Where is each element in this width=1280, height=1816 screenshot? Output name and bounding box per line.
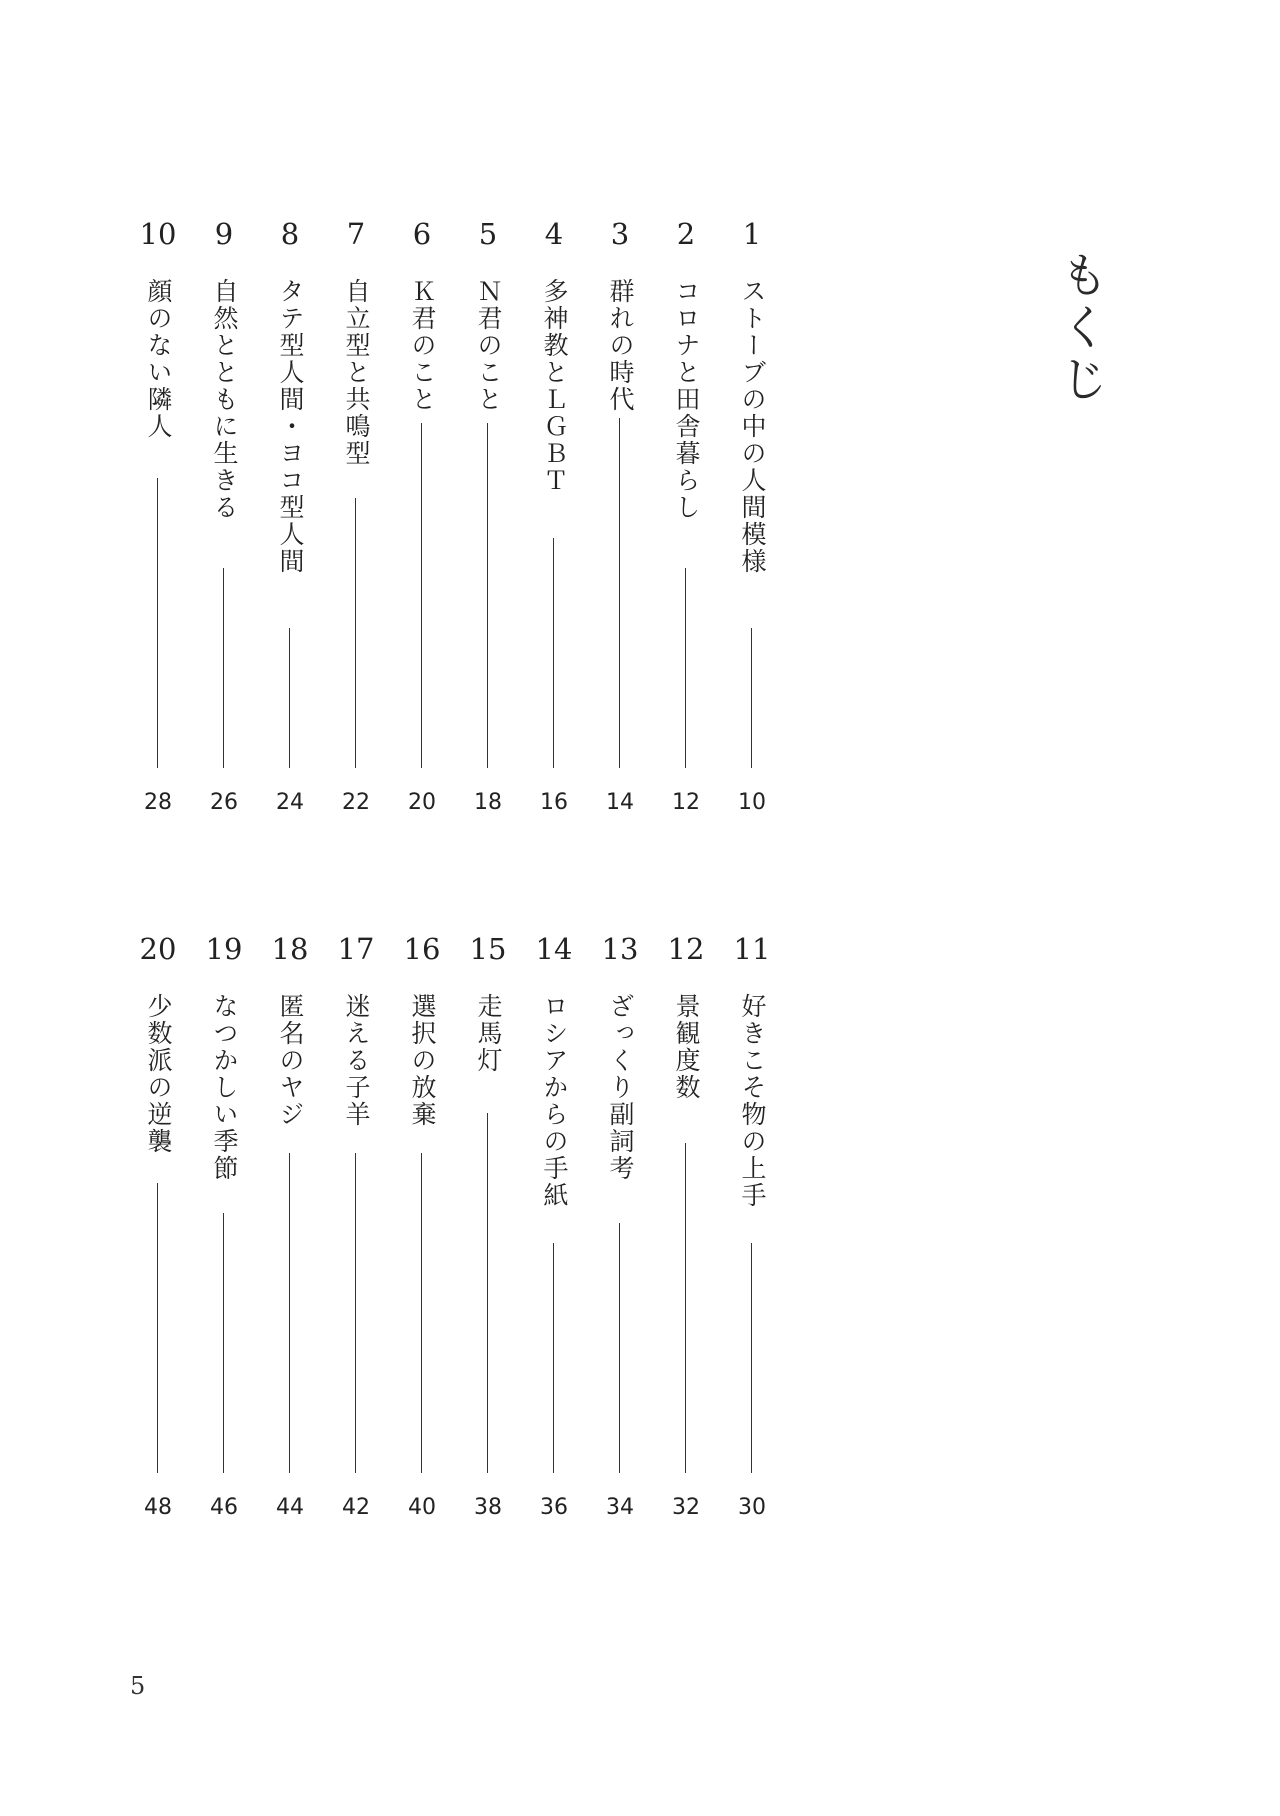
leader-line (289, 628, 290, 768)
entry-page-number: 36 (540, 1495, 568, 1520)
entry-page-number: 14 (606, 790, 634, 815)
entry-number: 11 (733, 932, 771, 966)
entry-number: 3 (610, 217, 630, 251)
leader-line (751, 1243, 752, 1473)
toc-entry[interactable] (656, 217, 716, 820)
leader-line (619, 418, 620, 768)
entry-page-number: 48 (144, 1495, 172, 1520)
toc-entry[interactable] (590, 217, 650, 820)
entry-number: 14 (535, 932, 573, 966)
leader-line (685, 568, 686, 768)
page-number: 5 (130, 1672, 146, 1700)
toc-entry[interactable] (128, 217, 188, 820)
leader-line (553, 1243, 554, 1473)
entry-title: Ｋ君のこと (408, 278, 437, 413)
toc-entry[interactable] (326, 217, 386, 820)
leader-line (487, 423, 488, 768)
entry-page-number: 18 (474, 790, 502, 815)
entry-title: 自然とともに生きる (210, 278, 239, 521)
entry-title: コロナと田舎暮らし (672, 278, 701, 521)
entry-page-number: 16 (540, 790, 568, 815)
entry-page-number: 26 (210, 790, 238, 815)
entry-number: 15 (469, 932, 507, 966)
entry-number: 18 (271, 932, 309, 966)
leader-line (421, 423, 422, 768)
leader-line (553, 538, 554, 768)
toc-entry[interactable] (458, 932, 518, 1525)
entry-page-number: 44 (276, 1495, 304, 1520)
entry-title: 多神教とＬＧＢＴ (540, 278, 569, 494)
entry-page-number: 28 (144, 790, 172, 815)
entry-title: ざっくり副詞考 (606, 993, 635, 1182)
entry-page-number: 42 (342, 1495, 370, 1520)
leader-line (157, 1183, 158, 1473)
toc-entry[interactable] (392, 932, 452, 1525)
entry-page-number: 12 (672, 790, 700, 815)
entry-page-number: 30 (738, 1495, 766, 1520)
entry-number: 8 (280, 217, 300, 251)
leader-line (487, 1113, 488, 1473)
entry-title: 走馬灯 (474, 993, 503, 1074)
toc-entry[interactable] (392, 217, 452, 820)
entry-title: 顔のない隣人 (144, 278, 173, 440)
entry-page-number: 46 (210, 1495, 238, 1520)
leader-line (619, 1223, 620, 1473)
entry-page-number: 38 (474, 1495, 502, 1520)
leader-line (157, 478, 158, 768)
entry-title: ストーブの中の人間模様 (738, 278, 767, 575)
entry-number: 5 (478, 217, 498, 251)
entry-title: タテ型人間・ヨコ型人間 (276, 278, 305, 575)
entry-title: なつかしい季節 (210, 993, 239, 1182)
entry-title: 匿名のヤジ (276, 993, 305, 1128)
entry-number: 19 (205, 932, 243, 966)
toc-entry[interactable] (194, 932, 254, 1525)
toc-entry[interactable] (458, 217, 518, 820)
leader-line (685, 1143, 686, 1473)
entry-page-number: 24 (276, 790, 304, 815)
entry-number: 1 (742, 217, 762, 251)
toc-entry[interactable] (722, 217, 782, 820)
toc-entry[interactable] (722, 932, 782, 1525)
entry-number: 4 (544, 217, 564, 251)
page-title: もくじ (1052, 250, 1108, 406)
toc-entry[interactable] (128, 932, 188, 1525)
leader-line (289, 1153, 290, 1473)
entry-title: 少数派の逆襲 (144, 993, 173, 1155)
entry-number: 6 (412, 217, 432, 251)
entry-number: 16 (403, 932, 441, 966)
toc-section-2 (0, 932, 1280, 1525)
entry-number: 20 (139, 932, 177, 966)
toc-entry[interactable] (656, 932, 716, 1525)
toc-section-1 (0, 217, 1280, 820)
entry-number: 12 (667, 932, 705, 966)
entry-number: 10 (139, 217, 177, 251)
entry-number: 2 (676, 217, 696, 251)
toc-entry[interactable] (194, 217, 254, 820)
leader-line (751, 628, 752, 768)
entry-number: 9 (214, 217, 234, 251)
entry-title: 選択の放棄 (408, 993, 437, 1128)
entry-title: 迷える子羊 (342, 993, 371, 1128)
leader-line (355, 498, 356, 768)
entry-title: 自立型と共鳴型 (342, 278, 371, 467)
toc-entry[interactable] (326, 932, 386, 1525)
entry-title: ロシアからの手紙 (540, 993, 569, 1209)
entry-page-number: 32 (672, 1495, 700, 1520)
leader-line (355, 1153, 356, 1473)
leader-line (421, 1153, 422, 1473)
entry-title: 景観度数 (672, 993, 701, 1101)
entry-title: 群れの時代 (606, 278, 635, 413)
entry-number: 7 (346, 217, 366, 251)
entry-title: Ｎ君のこと (474, 278, 503, 413)
toc-entry[interactable] (590, 932, 650, 1525)
entry-title: 好きこそ物の上手 (738, 993, 767, 1209)
leader-line (223, 1213, 224, 1473)
entry-page-number: 34 (606, 1495, 634, 1520)
leader-line (223, 568, 224, 768)
entry-number: 17 (337, 932, 375, 966)
entry-page-number: 20 (408, 790, 436, 815)
toc-entry[interactable] (260, 217, 320, 820)
entry-page-number: 22 (342, 790, 370, 815)
toc-entry[interactable] (524, 932, 584, 1525)
toc-entry[interactable] (260, 932, 320, 1525)
toc-entry[interactable] (524, 217, 584, 820)
entry-page-number: 10 (738, 790, 766, 815)
entry-page-number: 40 (408, 1495, 436, 1520)
entry-number: 13 (601, 932, 639, 966)
